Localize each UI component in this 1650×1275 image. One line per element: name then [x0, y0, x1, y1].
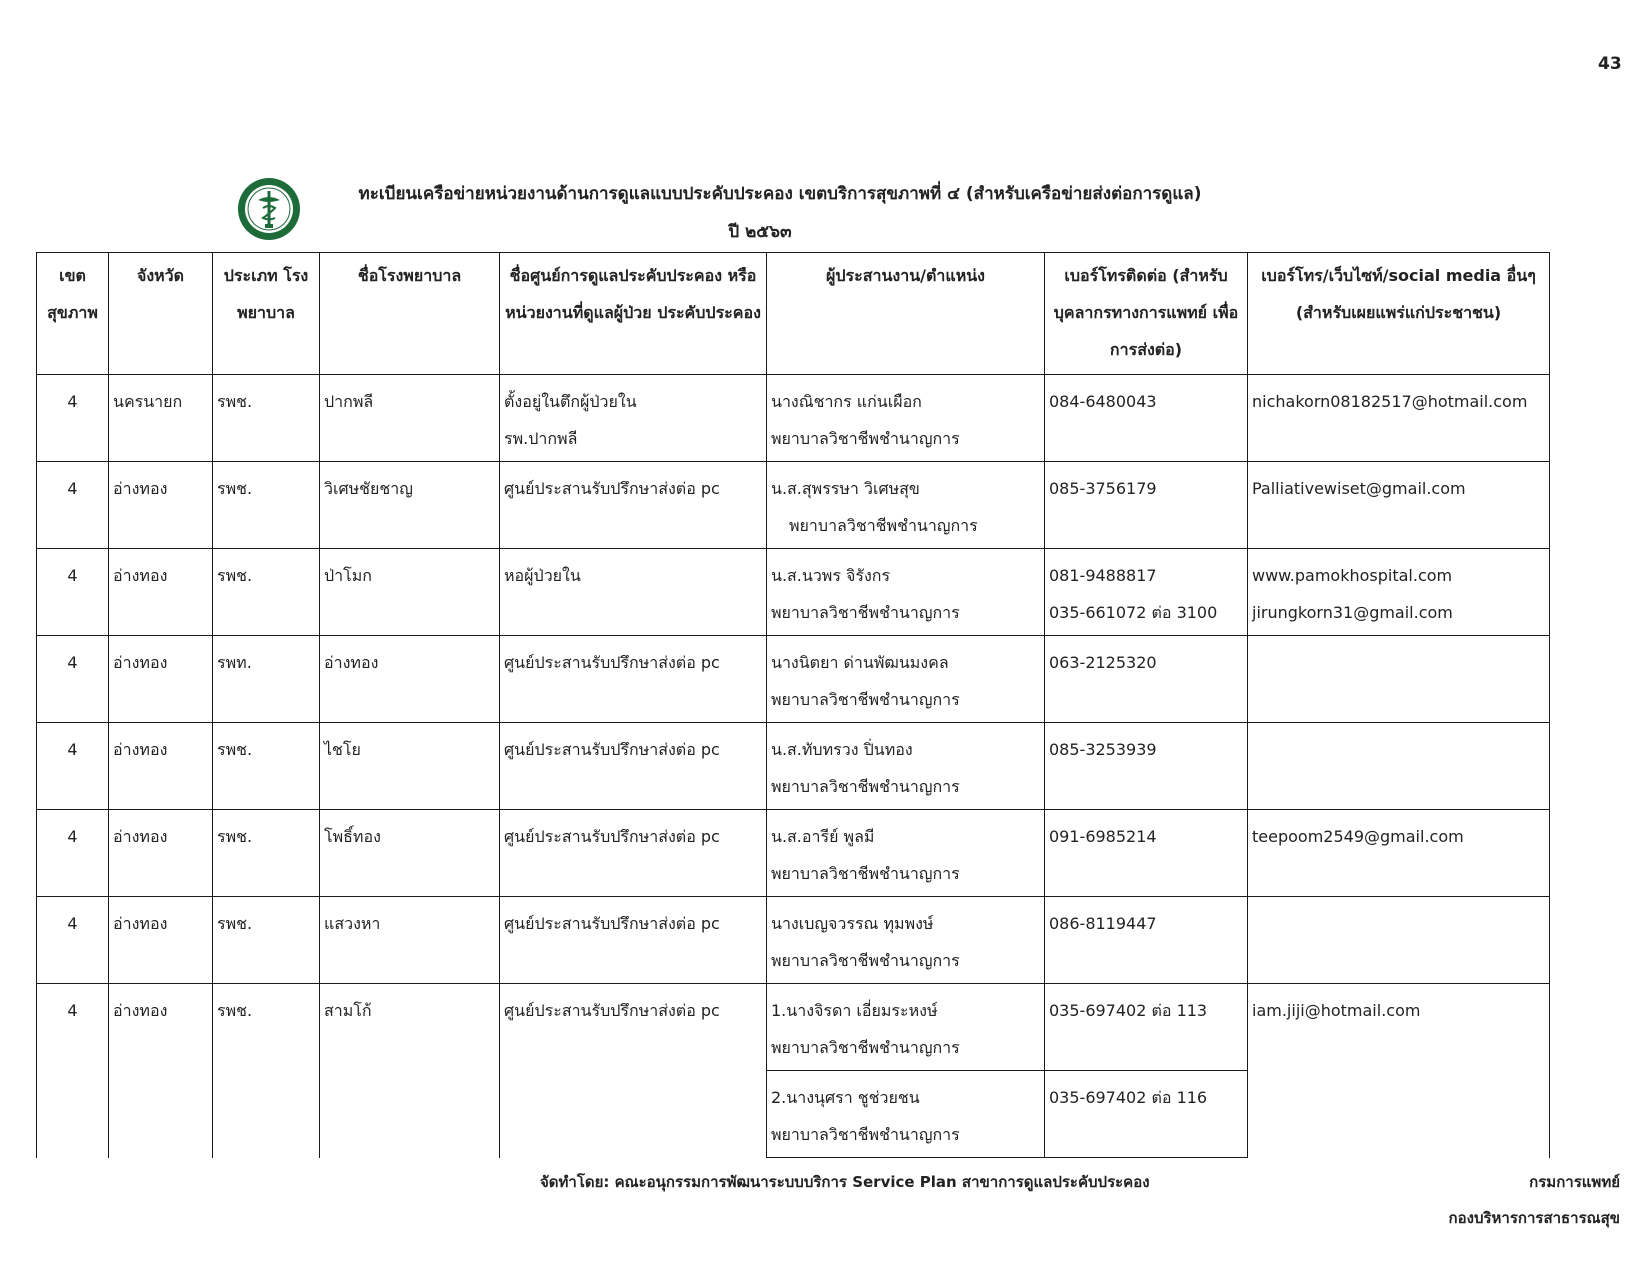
coordinator-line-1: น.ส.สุพรรษา วิเศษสุข: [771, 479, 920, 498]
cell-province: อ่างทอง: [109, 984, 213, 1158]
cell-coordinator: [767, 810, 1045, 897]
public-contact-line-2: jirungkorn31@gmail.com: [1252, 603, 1453, 622]
cell-unit: ศูนย์ประสานรับปรึกษาส่งต่อ pc: [500, 984, 767, 1158]
cell-coordinator: [767, 462, 1045, 549]
header-coordinator: ผู้ประสานงาน/ตำแหน่ง: [767, 253, 1045, 375]
cell-unit: [500, 810, 767, 897]
cell-province: อ่างทอง: [109, 723, 213, 810]
cell-type: รพช.: [213, 549, 320, 636]
coordinator-line-2: พยาบาลวิชาชีพชำนาญการ: [771, 429, 960, 448]
cell-public-contact: [1248, 897, 1550, 984]
cell-unit: [500, 723, 767, 810]
cell-phone: [1045, 810, 1248, 897]
cell-zone: 4: [37, 723, 109, 810]
unit-line-1: ศูนย์ประสานรับปรึกษาส่งต่อ pc: [504, 653, 720, 672]
document-year: ปี ๒๕๖๓: [728, 222, 792, 242]
coordinator-line-1: น.ส.อารีย์ พูลมี: [771, 827, 875, 846]
coordinator-line-2: พยาบาลวิชาชีพชำนาญการ: [771, 864, 960, 883]
page-number: 43: [1598, 54, 1622, 74]
header-hospital-name: ชื่อโรงพยาบาล: [320, 253, 500, 375]
phone-line-1: 084-6480043: [1049, 392, 1157, 411]
cell-public-contact: [1248, 462, 1550, 549]
cell-zone: 4: [37, 636, 109, 723]
public-contact-line-1: Palliativewiset@gmail.com: [1252, 479, 1466, 498]
phone-line-1: 086-8119447: [1049, 914, 1157, 933]
cell-coordinator: [767, 636, 1045, 723]
public-contact-line-1: teepoom2549@gmail.com: [1252, 827, 1464, 846]
cell-province: อ่างทอง: [109, 636, 213, 723]
cell-province: อ่างทอง: [109, 810, 213, 897]
cell-zone: 4: [37, 810, 109, 897]
cell-type: รพช.: [213, 462, 320, 549]
cell-hospital: วิเศษชัยชาญ: [320, 462, 500, 549]
cell-public-contact: [1248, 810, 1550, 897]
header-hospital-type: ประเภท โรงพยาบาล: [213, 253, 320, 375]
table-header-row: [37, 253, 1550, 375]
cell-type: รพช.: [213, 375, 320, 462]
cell-coordinator: [767, 984, 1045, 1071]
cell-phone: 035-697402 ต่อ 113: [1045, 984, 1248, 1071]
coordinator-line-1: นางณิชากร แก่นเผือก: [771, 392, 922, 411]
cell-phone: [1045, 723, 1248, 810]
coordinator-line-1: 1.นางจิรดา เอี่ยมระหงษ์: [771, 1001, 938, 1020]
phone-line-1: 063-2125320: [1049, 653, 1157, 672]
phone-line-2: 035-661072 ต่อ 3100: [1049, 603, 1218, 622]
cell-zone: 4: [37, 897, 109, 984]
header-zone: เขต สุขภาพ: [37, 253, 109, 375]
cell-phone: [1045, 897, 1248, 984]
cell-hospital: ป่าโมก: [320, 549, 500, 636]
cell-public-contact: [1248, 636, 1550, 723]
unit-line-1: ศูนย์ประสานรับปรึกษาส่งต่อ pc: [504, 479, 720, 498]
cell-hospital: อ่างทอง: [320, 636, 500, 723]
table-row: [37, 810, 1550, 897]
cell-coordinator: [767, 723, 1045, 810]
public-contact-line-1: www.pamokhospital.com: [1252, 566, 1453, 585]
cell-public-contact: [1248, 375, 1550, 462]
cell-coordinator: [767, 375, 1045, 462]
coordinator-line-2: พยาบาลวิชาชีพชำนาญการ: [771, 951, 960, 970]
cell-zone: 4: [37, 549, 109, 636]
table-row: [37, 636, 1550, 723]
public-contact-line-1: nichakorn08182517@hotmail.com: [1252, 392, 1528, 411]
cell-province: อ่างทอง: [109, 462, 213, 549]
cell-zone: 4: [37, 462, 109, 549]
cell-province: อ่างทอง: [109, 549, 213, 636]
coordinator-line-1: น.ส.นวพร จิรังกร: [771, 566, 891, 585]
unit-line-1: ตั้งอยู่ในตึกผู้ป่วยใน: [504, 392, 637, 411]
phone-line-1: 091-6985214: [1049, 827, 1157, 846]
footer-prepared-by: จัดทำโดย: คณะอนุกรรมการพัฒนาระบบบริการ Service Plan สาขาการดูแลประคับประคอง: [540, 1173, 1150, 1191]
cell-type: รพท.: [213, 636, 320, 723]
cell-hospital: แสวงหา: [320, 897, 500, 984]
coordinator-line-2: พยาบาลวิชาชีพชำนาญการ: [771, 603, 960, 622]
coordinator-line-2: พยาบาลวิชาชีพชำนาญการ: [771, 1125, 960, 1144]
phone-line-1: 081-9488817: [1049, 566, 1157, 585]
unit-line-2: รพ.ปากพลี: [504, 429, 578, 448]
coordinator-line-2: พยาบาลวิชาชีพชำนาญการ: [771, 1038, 960, 1057]
phone-line-1: 085-3253939: [1049, 740, 1157, 759]
cell-unit: [500, 636, 767, 723]
document-title: ทะเบียนเครือข่ายหน่วยงานด้านการดูแลแบบประคับประคอง เขตบริการสุขภาพที่ ๔ (สำหรับเครือข่ายส่งต่อการดูแล): [358, 184, 1202, 204]
table-row: [37, 549, 1550, 636]
ministry-logo-icon: [236, 176, 302, 242]
coordinator-line-2: พยาบาลวิชาชีพชำนาญการ: [771, 690, 960, 709]
table-row: [37, 897, 1550, 984]
coordinator-line-2: พยาบาลวิชาชีพชำนาญการ: [771, 777, 960, 796]
footer-division: กองบริหารการสาธารณสุข: [1448, 1209, 1620, 1227]
cell-unit: [500, 462, 767, 549]
coordinator-line-1: น.ส.ทับทรวง ปิ่นทอง: [771, 740, 913, 759]
header-public-contact: เบอร์โทร/เว็บไซท์/social media อื่นๆ (สำหรับเผยแพร่แก่ประชาชน): [1248, 253, 1550, 375]
cell-hospital-type: รพช.: [213, 984, 320, 1158]
cell-type: รพช.: [213, 810, 320, 897]
header-medical-phone: เบอร์โทรติดต่อ (สำหรับ บุคลากรทางการแพทย์ เพื่อการส่งต่อ): [1045, 253, 1248, 375]
cell-public-contact: [1248, 723, 1550, 810]
cell-coordinator: [767, 897, 1045, 984]
header-province: จังหวัด: [109, 253, 213, 375]
cell-phone: [1045, 375, 1248, 462]
coordinator-line-2: พยาบาลวิชาชีพชำนาญการ: [789, 516, 978, 535]
cell-unit: [500, 375, 767, 462]
cell-zone: 4: [37, 984, 109, 1158]
table-row: [37, 462, 1550, 549]
table-row: [37, 723, 1550, 810]
cell-hospital: ปากพลี: [320, 375, 500, 462]
cell-coordinator: [767, 1071, 1045, 1158]
unit-line-1: หอผู้ป่วยใน: [504, 566, 581, 585]
cell-phone: [1045, 462, 1248, 549]
cell-type: รพช.: [213, 723, 320, 810]
table-row: [37, 375, 1550, 462]
cell-phone: [1045, 636, 1248, 723]
cell-unit: [500, 897, 767, 984]
unit-line-1: ศูนย์ประสานรับปรึกษาส่งต่อ pc: [504, 914, 720, 933]
cell-province: อ่างทอง: [109, 897, 213, 984]
coordinator-line-1: นางเบญจวรรณ ทุมพงษ์: [771, 914, 934, 933]
coordinator-line-1: นางนิตยา ด่านพัฒนมงคล: [771, 653, 949, 672]
cell-hospital-name: สามโก้: [320, 984, 500, 1158]
coordinator-line-1: 2.นางนุศรา ชูช่วยชน: [771, 1088, 920, 1107]
cell-public-contact: iam.jiji@hotmail.com: [1248, 984, 1550, 1158]
cell-hospital: โพธิ์ทอง: [320, 810, 500, 897]
cell-unit: [500, 549, 767, 636]
cell-phone: 035-697402 ต่อ 116: [1045, 1071, 1248, 1158]
footer-department: กรมการแพทย์: [1529, 1173, 1620, 1191]
phone-line-1: 085-3756179: [1049, 479, 1157, 498]
cell-province: นครนายก: [109, 375, 213, 462]
cell-phone: [1045, 549, 1248, 636]
unit-line-1: ศูนย์ประสานรับปรึกษาส่งต่อ pc: [504, 740, 720, 759]
cell-hospital: ไชโย: [320, 723, 500, 810]
unit-line-1: ศูนย์ประสานรับปรึกษาส่งต่อ pc: [504, 827, 720, 846]
cell-coordinator: [767, 549, 1045, 636]
cell-public-contact: [1248, 549, 1550, 636]
table-row: [37, 984, 1550, 1071]
cell-type: รพช.: [213, 897, 320, 984]
cell-zone: 4: [37, 375, 109, 462]
header-unit-name: ชื่อศูนย์การดูแลประคับประคอง หรือ หน่วยงานที่ดูแลผู้ป่วย ประคับประคอง: [500, 253, 767, 375]
registry-table: [36, 252, 1550, 1158]
